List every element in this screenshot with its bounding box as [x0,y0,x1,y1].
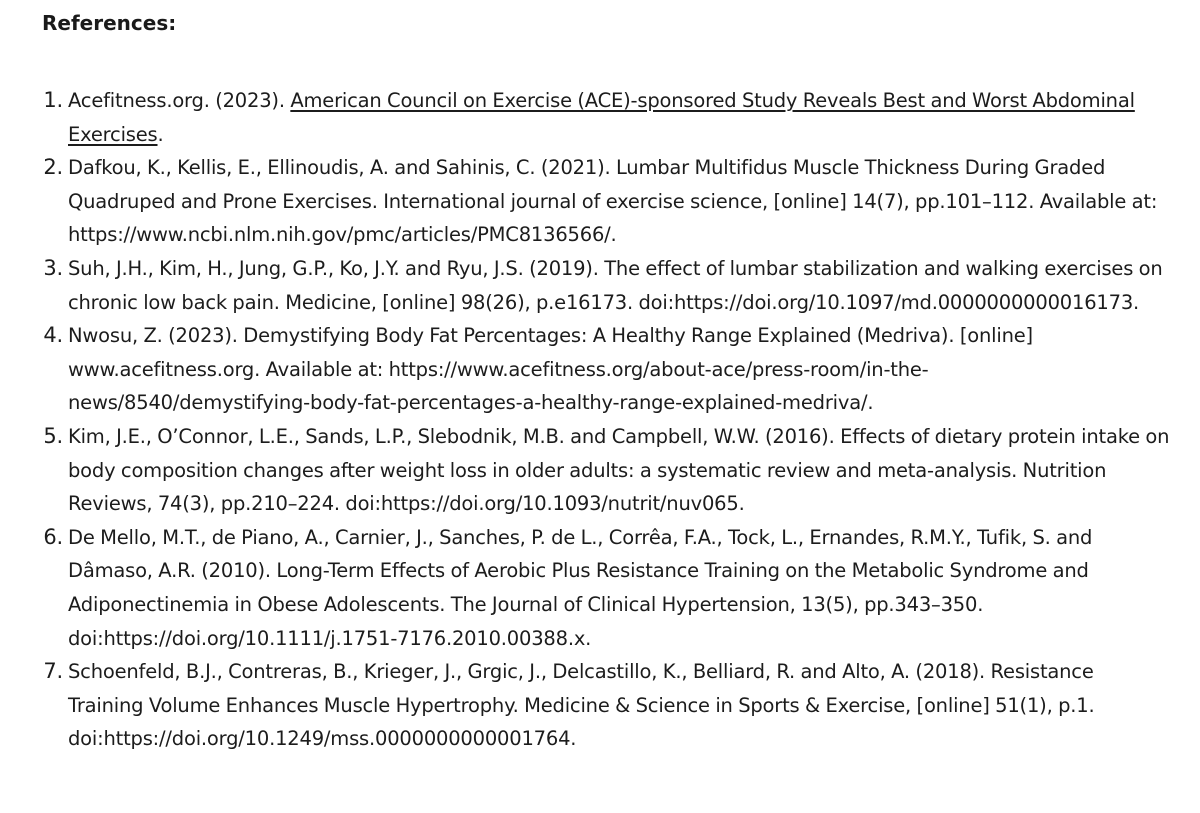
reference-text: Schoenfeld, B.J., Contreras, B., Krieger, J., Grgic, J., Delcastillo, K., Belliard, R. and Alto, A. (2018). Resistance Training Volume Enhances Muscle Hypertrophy. Medicine & Science in Sports & Exercise, [online] 51(1), p.1. doi:https://doi.org/10.1249/mss.0000000000001764. [68,660,1095,751]
reference-number: 3. [43,255,63,280]
reference-number: 1. [43,88,63,112]
reference-text: Dafkou, K., Kellis, E., Ellinoudis, A. and Sahinis, C. (2021). Lumbar Multifidus Muscle Thickness During Graded Quadruped and Prone Exercises. International journal of exercise science, [online] 14(7), pp.101–112. Available at: https://www.ncbi.nlm.nih.gov/pmc/articles/PMC8136566/. [68,156,1158,247]
references-list [0,84,1200,756]
reference-text: De Mello, M.T., de Piano, A., Carnier, J., Sanches, P. de L., Corrêa, F.A., Tock, L., Ernandes, R.M.Y., Tufik, S. and Dâmaso, A.R. (2010). Long-Term Effects of Aerobic Plus Resistance Training on the Metabolic Syndrome and Adiponectinemia in Obese Adolescents. The Journal of Clinical Hypertension, 13(5), pp.343–350. doi:https://doi.org/10.1111/j.1751-7176.2010.00388.x. [68,525,1093,650]
reference-text: Kim, J.E., O’Connor, L.E., Sands, L.P., Slebodnik, M.B. and Campbell, W.W. (2016). Effects of dietary protein intake on body composition changes after weight loss in older adults: a systematic review and meta-analysis. Nutrition Reviews, 74(3), pp.210–224. doi:https://doi.org/10.1093/nutrit/nuv065. [68,424,1170,516]
reference-item-7 [0,655,1200,756]
reference-item-3 [0,252,1200,319]
reference-text: Acefitness.org. (2023). [68,89,291,112]
references-heading: References: [42,11,177,35]
reference-number: 5. [43,423,63,448]
reference-item-5 [0,420,1200,521]
reference-text: Suh, J.H., Kim, H., Jung, G.P., Ko, J.Y. and Ryu, J.S. (2019). The effect of lumbar stabilization and walking exercises on chronic low back pain. Medicine, [online] 98(26), p.e16173. doi:https://doi.org/10.1097/md.0000000000016173. [68,256,1163,314]
reference-item-1 [0,84,1200,151]
reference-item-2 [0,151,1200,252]
reference-text: Nwosu, Z. (2023). Demystifying Body Fat Percentages: A Healthy Range Explained (Medriva). [online] www.acefitness.org. Available at: https://www.acefitness.org/about-ace/press-room/in-the-news/8540/demystifying-body-fat-percentages-a-healthy-range-explained-medriva/. [68,324,1033,415]
reference-number: 4. [43,323,63,348]
reference-number: 7. [43,659,63,684]
reference-number: 2. [43,155,63,180]
reference-text-end: . [157,122,164,146]
reference-item-6 [0,521,1200,655]
reference-item-4 [0,319,1200,420]
reference-number: 6. [43,524,63,549]
reference-link-ace-study[interactable]: American Council on Exercise (ACE)-sponsored Study Reveals Best and Worst Abdominal Exercises [68,89,1135,146]
